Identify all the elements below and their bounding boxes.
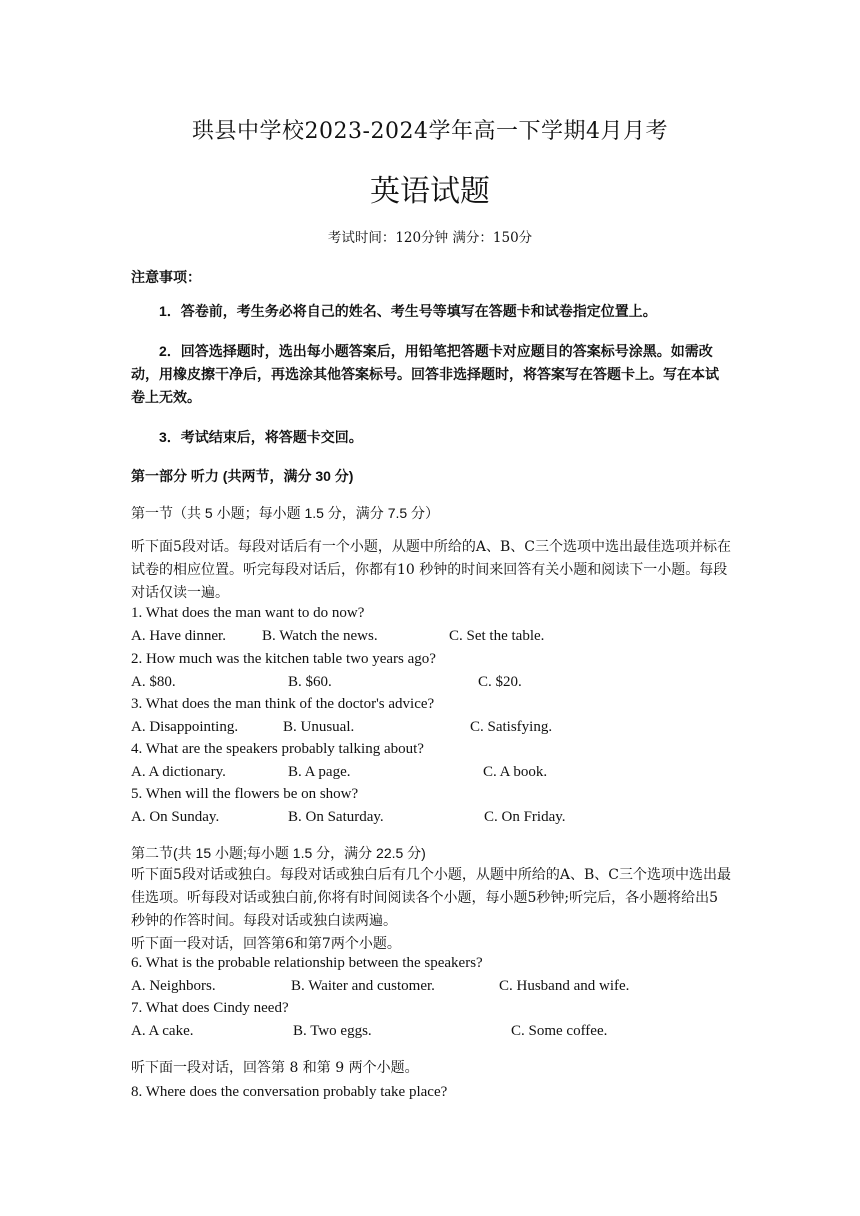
option-7b: B. Two eggs. — [293, 1023, 372, 1039]
option-4b: B. A page. — [288, 764, 351, 780]
part1-heading: 第一部分 听力 (共两节，满分 30 分) — [131, 468, 354, 484]
exam-subject: 英语试题 — [370, 174, 490, 209]
option-5a: A. On Sunday. — [131, 809, 220, 825]
exam-title: 珙县中学校2023-2024学年高一下学期4月月考 — [192, 119, 668, 144]
option-2c: C. $20. — [478, 674, 522, 690]
question-8: 8. Where does the conversation probably take place? — [131, 1084, 448, 1100]
question-2: 2. How much was the kitchen table two years ago? — [131, 651, 436, 667]
option-6b: B. Waiter and customer. — [291, 978, 435, 994]
option-1b: B. Watch the news. — [262, 628, 378, 644]
option-6c: C. Husband and wife. — [499, 978, 630, 994]
notice-item-1: 1．答卷前，考生务必将自己的姓名、考生号等填写在答题卡和试卷指定位置上。 — [159, 303, 657, 319]
notice-item-2: 2．回答选择题时，选出每小题答案后，用铅笔把答题卡对应题目的答案标号涂黑。如需改动，用橡皮擦干净后，再选涂其他答案标号。回答非选择题时，将答案写在答题卡上。写在本试卷上无效。 — [131, 343, 719, 405]
question-7: 7. What does Cindy need? — [131, 1000, 289, 1016]
notice-heading: 注意事项： — [131, 269, 201, 285]
section1-instructions: 听下面5段对话。每段对话后有一个小题，从题中所给的A、B、C三个选项中选出最佳选项并标在试卷的相应位置。听完每段对话后，你都有10 秒钟的时间来回答有关小题和阅读下一小题。每段对话仅读一遍。 — [131, 539, 732, 601]
option-2a: A. $80. — [131, 674, 176, 690]
exam-info: 考试时间：120分钟 满分：150分 — [327, 230, 533, 246]
section1-heading: 第一节（共 5 小题；每小题 1.5 分，满分 7.5 分） — [131, 505, 440, 521]
group-intro-6-7: 听下面一段对话，回答第6和第7两个小题。 — [131, 936, 401, 952]
option-3a: A. Disappointing. — [131, 719, 239, 735]
option-1a: A. Have dinner. — [131, 628, 226, 644]
group-intro-8-9: 听下面一段对话，回答第 8 和第 9 两个小题。 — [131, 1060, 419, 1076]
question-5: 5. When will the flowers be on show? — [131, 786, 359, 802]
question-1: 1. What does the man want to do now? — [131, 605, 365, 621]
question-6: 6. What is the probable relationship between the speakers? — [131, 955, 483, 971]
option-4a: A. A dictionary. — [131, 764, 226, 780]
option-1c: C. Set the table. — [449, 628, 545, 644]
question-4: 4. What are the speakers probably talking about? — [131, 741, 424, 757]
option-3c: C. Satisfying. — [470, 719, 553, 735]
option-5b: B. On Saturday. — [288, 809, 384, 825]
option-6a: A. Neighbors. — [131, 978, 216, 994]
option-2b: B. $60. — [288, 674, 332, 690]
notice-item-3: 3．考试结束后，将答题卡交回。 — [159, 429, 363, 445]
option-5c: C. On Friday. — [484, 809, 566, 825]
section2-heading: 第二节(共 15 小题;每小题 1.5 分，满分 22.5 分) — [131, 845, 426, 861]
option-7c: C. Some coffee. — [511, 1023, 608, 1039]
question-3: 3. What does the man think of the doctor's advice? — [131, 696, 435, 712]
section2-instructions: 听下面5段对话或独白。每段对话或独白后有几个小题，从题中所给的A、B、C三个选项中选出最佳选项。听每段对话或独白前,你将有时间阅读各个小题，每小题5秒钟;听完后，各小题将给出5秒钟的作答时间。每段对话或独白读两遍。 — [131, 867, 732, 929]
option-3b: B. Unusual. — [283, 719, 355, 735]
option-4c: C. A book. — [483, 764, 548, 780]
option-7a: A. A cake. — [131, 1023, 194, 1039]
